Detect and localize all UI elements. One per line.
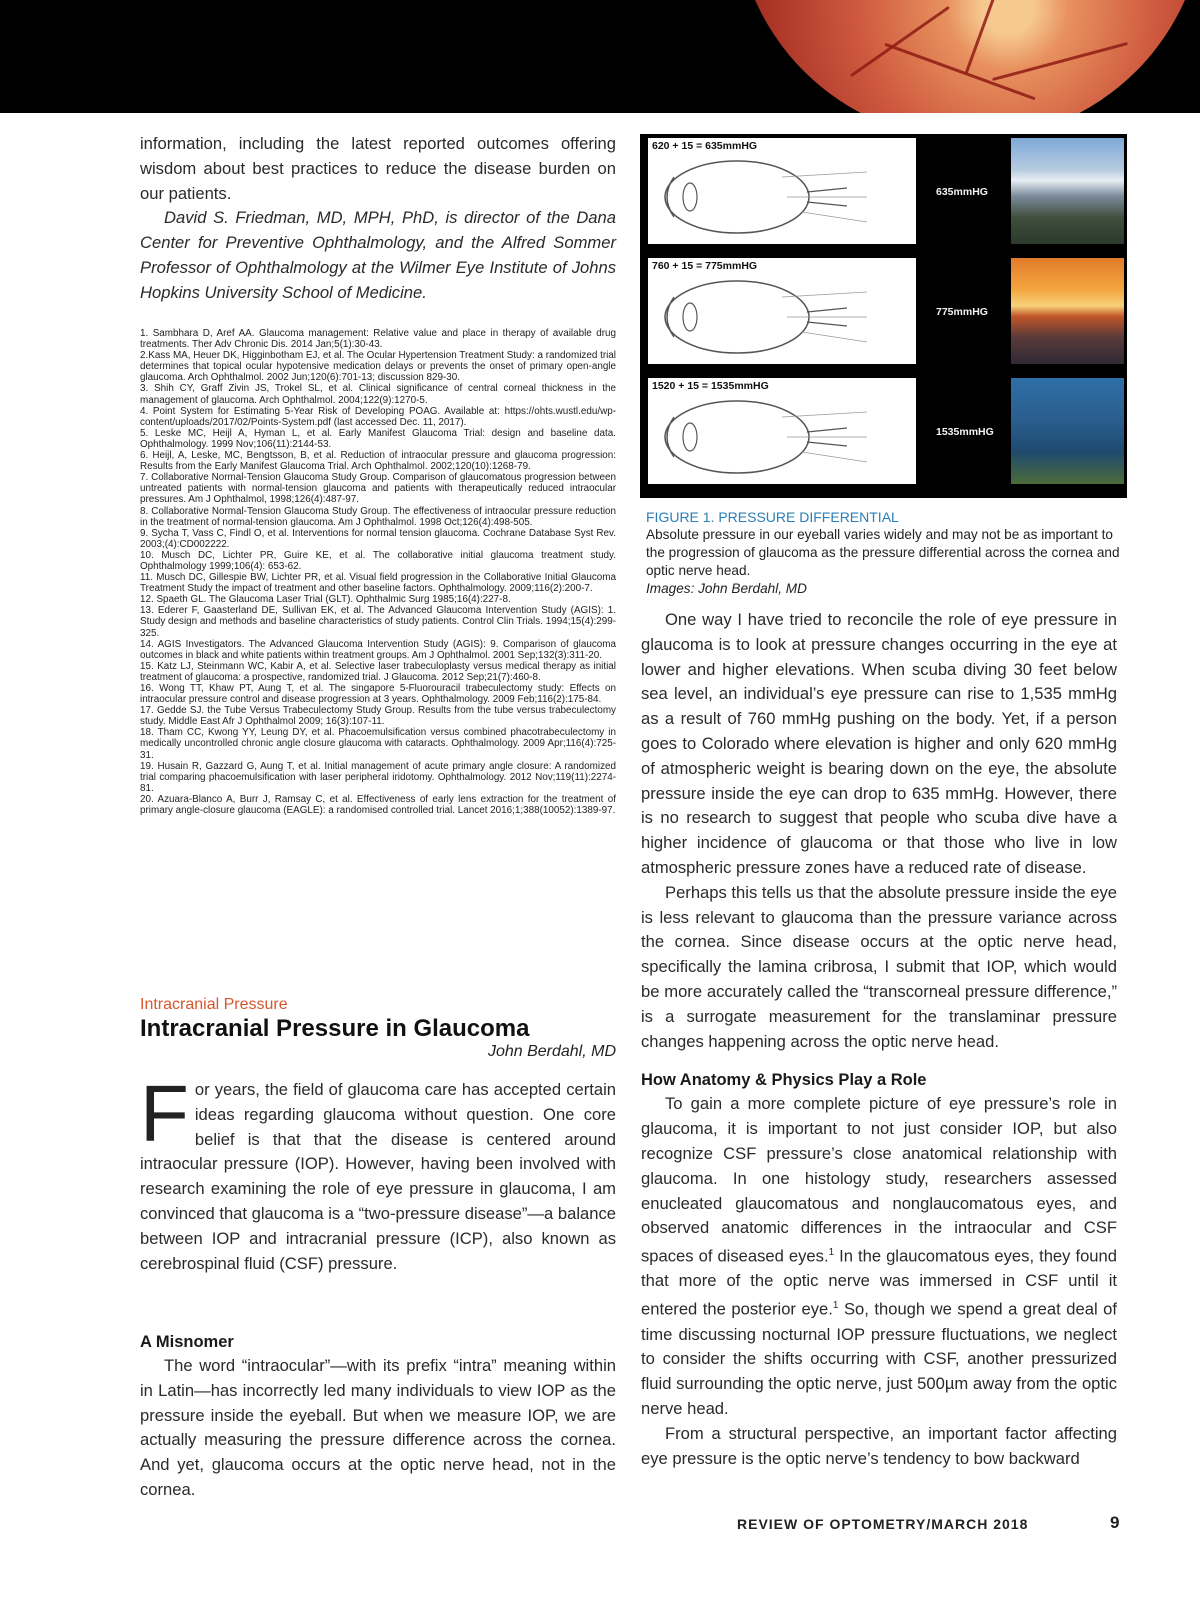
elevation-paragraph: One way I have tried to reconcile the role of eye pressure in glaucoma is to look at pressure changes occurring in the eye at lower and higher elevations. When scuba diving 30 feet below sea level, an individual’s eye pressure can rise to 1,535 mmHg as a result of 760 mmHg pushing on the body. Yet, if a person goes to Colorado where elevation is higher and only 620 mmHg of atmospheric weight is bearing down on the eye, the absolute pressure inside the eye can drop to 635 mmHg. However, there is no research to suggest that people who scuba dive have a higher incidence of glaucoma or that those who live in low atmospheric pressure zones have a reduced rate of disease.: [641, 610, 1117, 877]
author-bio: David S. Friedman, MD, MPH, PhD, is director of the Dana Center for Preventive Ophthalmology, and the Alfred Sommer Professor of Ophthalmology at the Wilmer Eye Institute of Johns Hopkins University School of Medicine.: [140, 208, 616, 302]
article-intro: [140, 1069, 616, 1276]
reference-item: 20. Azuara-Blanco A, Burr J, Ramsay C, et al. Effectiveness of early lens extraction for the treatment of primary angle-closure glaucoma (EAGLE): a randomised controlled trial. Lancet 2016;1;388(10052):1389-97.: [140, 793, 616, 817]
figure-caption: [646, 508, 1128, 598]
reference-item: 14. AGIS Investigators. The Advanced Glaucoma Intervention Study (AGIS): 9. Comparison of glaucoma outcomes in black and white patients within treatment groups. Am J Ophthalmol. 2001 Sep;132(3):311-20.: [140, 638, 616, 661]
pressure-label: 775mmHG: [936, 306, 988, 318]
reference-item: 3. Shih CY, Graff Zivin JS, Trokel SL, et al. Clinical significance of central corneal thickness in the management of glaucoma. Arch Ophthalmol. 2004;122(9):1270-5.: [140, 383, 616, 406]
citation-superscript: 1: [828, 1247, 835, 1259]
misnomer-section: [140, 1330, 616, 1503]
caption-title: FIGURE 1. PRESSURE DIFFERENTIAL: [646, 509, 899, 525]
page-number: 9: [1110, 1513, 1120, 1532]
reference-item: 4. Point System for Estimating 5-Year Risk of Developing POAG. Available at: https://ohts.wustl.edu/wp-content/uploads/2017/02/Points-System.pdf (last accessed Dec. 11, 2017).: [140, 405, 616, 428]
reference-item: 17. Gedde SJ. the Tube Versus Trabeculectomy Study Group. Results from the tube versus trabeculectomy study. Middle East Afr J Ophthalmol 2009; 16(3):107-11.: [140, 705, 616, 728]
reference-item: 9. Sycha T, Vass C, Findl O, et al. Interventions for normal tension glaucoma. Cochrane Database Syst Rev. 2003;(4):CD002222.: [140, 527, 616, 550]
anatomy-text-3: So, though we spend a great deal of time discussing nocturnal IOP pressure fluctuations, we neglect to consider the shifts occurring with CSF, another pressurized fluid surrounding the optic nerve, just 500µm away from the optic nerve head.: [641, 1299, 1117, 1418]
reference-item: 15. Katz LJ, Steinmann WC, Kabir A, et al. Selective laser trabeculoplasty versus medical therapy as initial treatment of glaucoma: a prospective, randomized trial. J Glaucoma. 2012 Sep;21(7):460-8.: [140, 660, 616, 683]
intro-paragraph: [140, 1069, 616, 1276]
reference-item: 19. Husain R, Gazzard G, Aung T, et al. Initial management of acute primary angle closure: A randomized trial comparing phacoemulsification with laser peripheral iridotomy. Ophthalmology. 2012 Nov;119(11):2274-81.: [140, 760, 616, 794]
citation-superscript: 1: [832, 1300, 839, 1312]
reference-item: 8. Collaborative Normal-Tension Glaucoma Study Group. The effectiveness of intraocular pressure reduction in the treatment of normal-tension glaucoma. Am J Ophthalmol. 1998 Oct;126(4):498-505.: [140, 505, 616, 528]
journal-footer: REVIEW OF OPTOMETRY/MARCH 2018: [737, 1516, 1029, 1532]
cornea-paragraph: Perhaps this tells us that the absolute pressure inside the eye is less relevant to glaucoma than the pressure variance across the cornea. Since disease occurs at the optic nerve head, specifically the lamina cribrosa, I submit that IOP, which would be more accurately called the “transcorneal pressure difference,” is a surrogate measurement for the translaminar pressure changes happening across the optic nerve head.: [641, 882, 1117, 1051]
pressure-equation: 620 + 15 = 635mmHG: [652, 140, 758, 152]
reference-item: 6. Heijl, A, Leske, MC, Bengtsson, B, et al. Reduction of intraocular pressure and glaucoma progression: Results from the Early Manifest Glaucoma Trial. Arch Ophthalmol. 2002;120(10):1268-79.: [140, 450, 616, 473]
reference-item: 5. Leske MC, Heijl A, Hyman L, et al. Early Manifest Glaucoma Trial: design and baseline data. Ophthalmology. 1999 Nov;106(11):2144-53.: [140, 427, 616, 450]
reference-item: 13. Ederer F, Gaasterland DE, Sullivan EK, et al. The Advanced Glaucoma Intervention Study (AGIS): 1. Study design and methods and baseline characteristics of study patients. Control Clin Trials. 1994;15(4):299-325.: [140, 605, 616, 639]
eye-diagram: [652, 392, 912, 482]
eye-diagram: [652, 152, 912, 242]
caption-credit: Images: John Berdahl, MD: [646, 581, 807, 596]
right-column: [641, 608, 1117, 1471]
section-kicker: Intracranial Pressure: [140, 996, 288, 1013]
reference-item: 16. Wong TT, Khaw PT, Aung T, et al. The singapore 5-Fluorouracil trabeculectomy study: Effects on intraocular pressure control and disease progression at 3 years. Ophthalmology. 2009 Feb;116(2):175-84.: [140, 683, 616, 706]
eye-diagram-panel: [648, 378, 916, 484]
reference-item: 1. Sambhara D, Aref AA. Glaucoma management: Relative value and place in therapy of available drug treatments. Ther Adv Chronic Dis. 2014 Jan;5(1):30-43.: [140, 328, 616, 351]
references-list: [140, 328, 616, 816]
pressure-equation: 760 + 15 = 775mmHG: [652, 260, 758, 272]
structural-paragraph: From a structural perspective, an important factor affecting eye pressure is the optic nerve’s tendency to bow backward: [641, 1423, 1117, 1468]
eye-diagram-panel: [648, 258, 916, 364]
reference-item: 12. Spaeth GL. The Glaucoma Laser Trial (GLT). Ophthalmic Surg 1985;16(4):227-8.: [140, 594, 511, 606]
sea-sunset-photo: [1011, 258, 1124, 364]
scuba-divers-photo: [1011, 378, 1124, 484]
article-header: [140, 995, 616, 1062]
pressure-equation: 1520 + 15 = 1535mmHG: [652, 380, 769, 392]
retina-image: [735, 0, 1200, 113]
drop-cap: F: [140, 1069, 189, 1158]
anatomy-heading: How Anatomy & Physics Play a Role: [641, 1071, 927, 1090]
eye-diagram-panel: [648, 138, 916, 244]
anatomy-paragraph: [641, 1092, 1117, 1421]
article-byline: John Berdahl, MD: [487, 1043, 616, 1060]
misnomer-heading: A Misnomer: [140, 1333, 234, 1351]
figure-pressure-differential: [640, 134, 1127, 498]
anatomy-text-2: In the glaucomatous eyes, they found that more of the optic nerve was immersed in CSF until it entered the posterior eye.: [641, 1246, 1117, 1319]
anatomy-text-1: To gain a more complete picture of eye pressure’s role in glaucoma, it is important to not just consider IOP, but also recognize CSF pressure’s close anatomical relationship with glaucoma. In one histology study, researchers assessed enucleated glaucomatous and nonglaucomatous eyes, and observed anatomic differences in the intraocular and CSF spaces of diseased eyes.: [641, 1094, 1117, 1266]
left-column: [140, 132, 616, 306]
reference-item: 18. Tham CC, Kwong YY, Leung DY, et al. Phacoemulsification versus combined phacotrabeculectomy in medically uncontrolled chronic angle closure glaucoma with cataracts. Ophthalmology. 2009 Apr;116(4):725-31.: [140, 727, 616, 761]
reference-item: 2.Kass MA, Heuer DK, Higginbotham EJ, et al. The Ocular Hypertension Treatment Study: a randomized trial determines that topical ocular hypotensive medication delays or prevents the onset of primary open-angle glaucoma. Arch Ophthalmol. 2002 Jun;120(6):701-13; discussion 829-30.: [140, 350, 616, 384]
caption-text: Absolute pressure in our eyeball varies widely and may not be as important to the progression of glaucoma as the pressure differential across the cornea and optic nerve head.: [646, 527, 1120, 578]
reference-item: 10. Musch DC, Lichter PR, Guire KE, et al. The collaborative initial glaucoma treatment study. Ophthalmology 1999;106(4): 653-62.: [140, 549, 616, 572]
intro-continuation: information, including the latest reported outcomes offering wisdom about best practices to reduce the disease burden on our patients.: [140, 134, 616, 203]
mountain-city-photo: [1011, 138, 1124, 244]
header-banner: [0, 0, 1200, 113]
misnomer-paragraph: The word “intraocular”—with its prefix “intra” meaning within in Latin—has incorrectly led many individuals to view IOP as the pressure inside the eyeball. But when we measure IOP, we are actually measuring the pressure difference across the cornea. And yet, glaucoma occurs at the optic nerve head, not in the cornea.: [140, 1356, 616, 1499]
pressure-label: 635mmHG: [936, 186, 988, 198]
reference-item: 7. Collaborative Normal-Tension Glaucoma Study Group. Comparison of glaucomatous progression between untreated patients with normal-tension glaucoma and patients with therapeutically reduced intraocular pressures. Am J Ophthalmol, 1998;126(4):487-97.: [140, 472, 616, 506]
intro-text: or years, the field of glaucoma care has accepted certain ideas regarding glaucoma without question. One core belief is that that the disease is centered around intraocular pressure (IOP). However, having been involved with research examining the role of eye pressure in glaucoma, I am convinced that glaucoma is a “two-pressure disease”—a balance between IOP and intracranial pressure (ICP), also known as cerebrospinal fluid (CSF) pressure.: [140, 1080, 616, 1273]
pressure-label: 1535mmHG: [936, 426, 994, 438]
reference-item: 11. Musch DC, Gillespie BW, Lichter PR, et al. Visual field progression in the Collaborative Initial Glaucoma Treatment Study the impact of treatment and other baseline factors. Ophthalmology. 2009;116(2):200-7.: [140, 572, 616, 595]
article-headline: Intracranial Pressure in Glaucoma: [140, 1015, 530, 1042]
eye-diagram: [652, 272, 912, 362]
